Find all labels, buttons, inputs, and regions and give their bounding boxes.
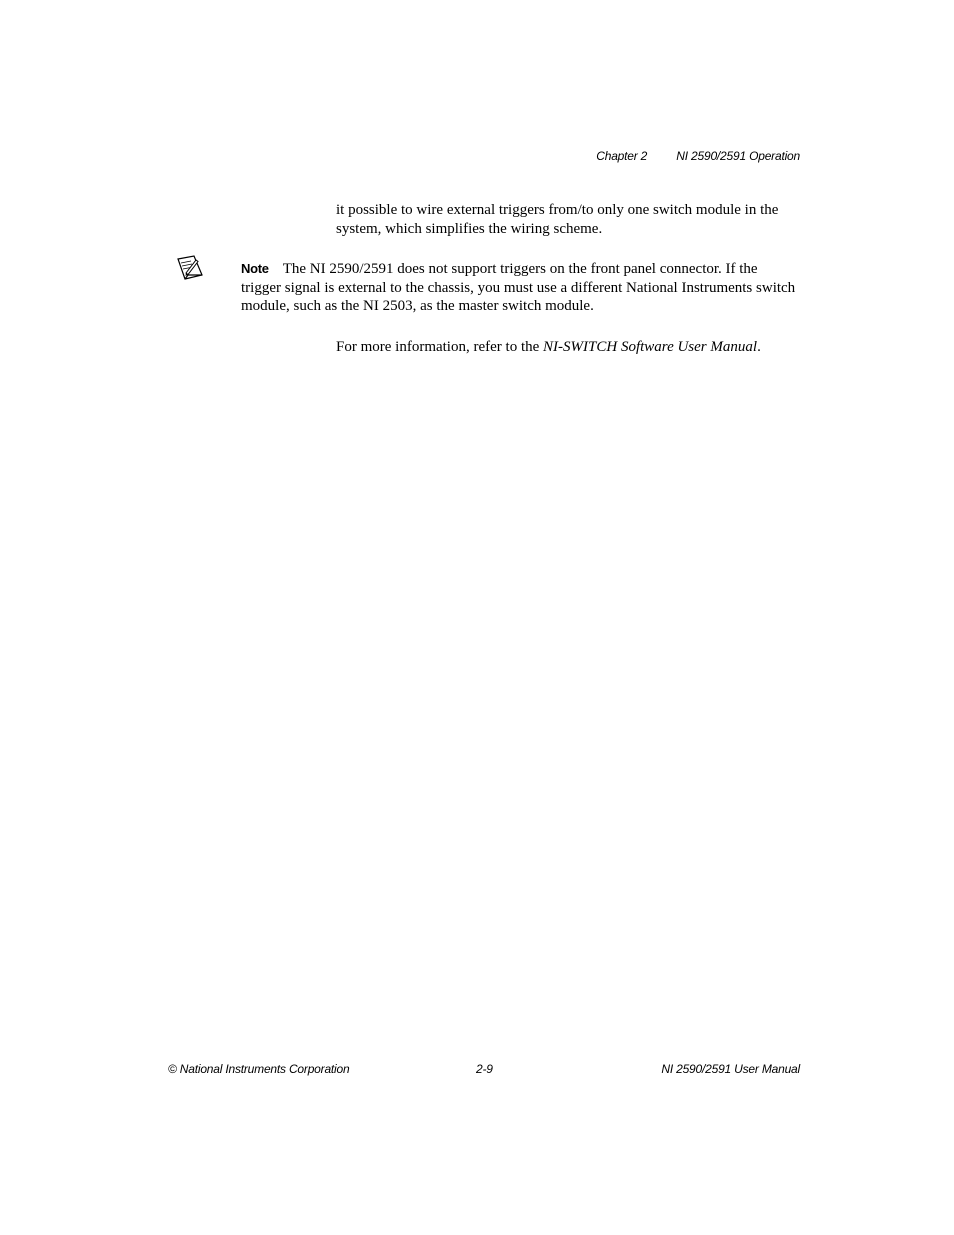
footer-manual-title: NI 2590/2591 User Manual (661, 1062, 800, 1076)
footer-copyright: © National Instruments Corporation (168, 1062, 350, 1076)
footer-page-number: 2-9 (476, 1062, 493, 1076)
manual-reference: NI-SWITCH Software User Manual (543, 339, 758, 355)
reference-paragraph (336, 338, 806, 357)
body-paragraph: it possible to wire external triggers from/to only one switch module in the system, which simplifies the wiring scheme. (336, 202, 779, 237)
note-text: The NI 2590/2591 does not support triggers on the front panel connector. If the trigger signal is external to the chassis, you must use a different National Instruments switch module, such as the NI 2503, as the master switch module. (241, 261, 796, 314)
reference-suffix: . (757, 339, 761, 355)
note-block (241, 260, 801, 316)
reference-prefix: For more information, refer to the (336, 339, 544, 355)
header-chapter: Chapter 2 (596, 149, 648, 163)
note-label: Note (241, 261, 269, 276)
header-section: NI 2590/2591 Operation (676, 149, 800, 163)
page-header (596, 149, 800, 163)
note-pencil-icon (176, 255, 204, 281)
